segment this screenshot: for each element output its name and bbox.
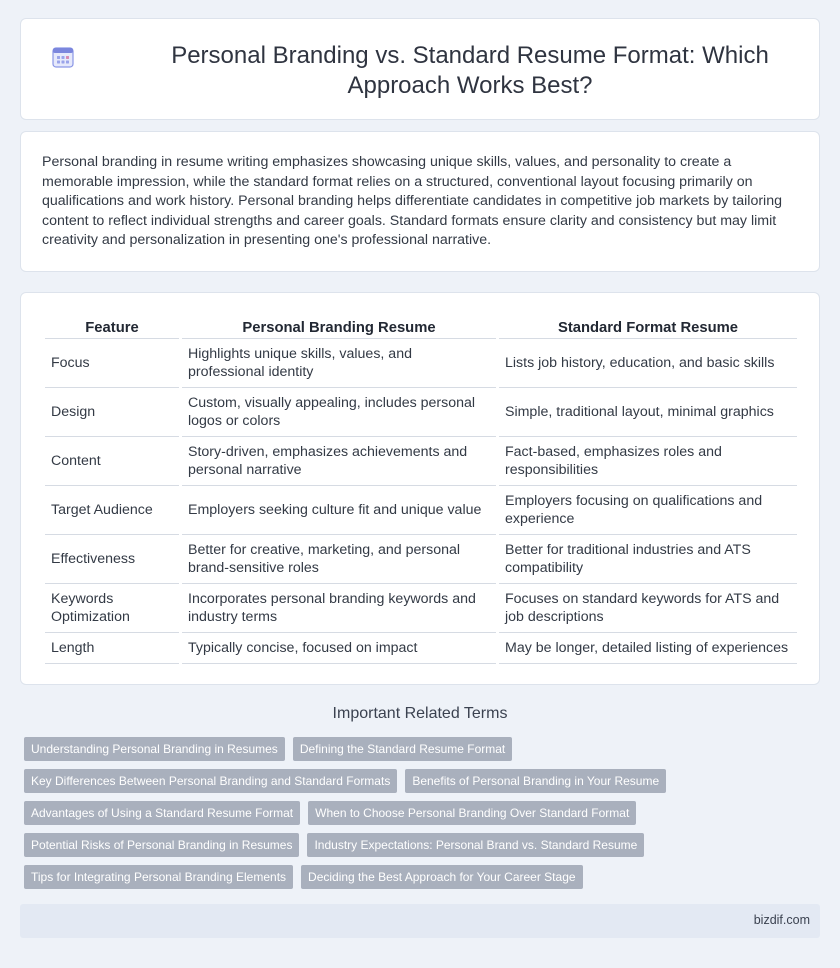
related-term-link[interactable]: Defining the Standard Resume Format: [293, 737, 512, 761]
feature-cell: Content: [45, 437, 179, 486]
related-term-link[interactable]: Industry Expectations: Personal Brand vs. Standard Resume: [307, 833, 644, 857]
calendar-icon: [50, 44, 76, 70]
comparison-table: [42, 311, 800, 664]
site-name[interactable]: bizdif.com: [753, 913, 810, 927]
tag-row: [24, 769, 824, 793]
comparison-table-card: [20, 292, 820, 685]
related-term-link[interactable]: Deciding the Best Approach for Your Career Stage: [301, 865, 583, 889]
feature-cell: Keywords Optimization: [45, 584, 179, 633]
feature-cell: Effectiveness: [45, 535, 179, 584]
related-term-link[interactable]: Key Differences Between Personal Branding and Standard Formats: [24, 769, 397, 793]
personal-branding-cell: Story-driven, emphasizes achievements and personal narrative: [182, 437, 496, 486]
table-row: [45, 437, 797, 486]
personal-branding-cell: Employers seeking culture fit and unique value: [182, 486, 496, 535]
personal-branding-cell: Typically concise, focused on impact: [182, 633, 496, 664]
related-term-link[interactable]: Advantages of Using a Standard Resume Format: [24, 801, 300, 825]
related-term-link[interactable]: Understanding Personal Branding in Resumes: [24, 737, 285, 761]
related-term-link[interactable]: Tips for Integrating Personal Branding Elements: [24, 865, 293, 889]
table-row: [45, 339, 797, 388]
footer: [20, 904, 820, 938]
tag-row: [24, 737, 824, 761]
page-title: Personal Branding vs. Standard Resume Format: Which Approach Works Best?: [171, 42, 769, 99]
standard-format-cell: Focuses on standard keywords for ATS and job descriptions: [499, 584, 797, 633]
intro-card: [20, 131, 820, 272]
tag-row: [24, 801, 824, 825]
table-row: [45, 584, 797, 633]
feature-cell: Focus: [45, 339, 179, 388]
standard-format-cell: Simple, traditional layout, minimal graphics: [499, 388, 797, 437]
standard-format-cell: Fact-based, emphasizes roles and responsibilities: [499, 437, 797, 486]
feature-cell: Length: [45, 633, 179, 664]
personal-branding-cell: Custom, visually appealing, includes personal logos or colors: [182, 388, 496, 437]
table-row: [45, 388, 797, 437]
personal-branding-cell: Better for creative, marketing, and personal brand-sensitive roles: [182, 535, 496, 584]
personal-branding-cell: Incorporates personal branding keywords and industry terms: [182, 584, 496, 633]
column-header-personal-branding: Personal Branding Resume: [182, 311, 496, 339]
standard-format-cell: Employers focusing on qualifications and experience: [499, 486, 797, 535]
related-terms-list: [24, 737, 824, 897]
related-term-link[interactable]: Benefits of Personal Branding in Your Resume: [405, 769, 666, 793]
feature-cell: Target Audience: [45, 486, 179, 535]
related-term-link[interactable]: When to Choose Personal Branding Over Standard Format: [308, 801, 636, 825]
related-term-link[interactable]: Potential Risks of Personal Branding in Resumes: [24, 833, 299, 857]
column-header-feature: Feature: [45, 311, 179, 339]
standard-format-cell: May be longer, detailed listing of experiences: [499, 633, 797, 664]
table-row: [45, 633, 797, 664]
standard-format-cell: Lists job history, education, and basic skills: [499, 339, 797, 388]
intro-paragraph: Personal branding in resume writing emphasizes showcasing unique skills, values, and personality to create a memorable impression, while the standard format relies on a structured, conventional layout focusing primarily on qualifications and work history. Personal branding helps differentiate candidates in competitive job markets by tailoring content to reflect individual strengths and career goals. Standard formats ensure clarity and consistency but may limit creativity and personalization in presenting one's professional narrative.: [42, 154, 782, 249]
column-header-standard-format: Standard Format Resume: [499, 311, 797, 339]
personal-branding-cell: Highlights unique skills, values, and professional identity: [182, 339, 496, 388]
table-row: [45, 535, 797, 584]
table-row: [45, 486, 797, 535]
feature-cell: Design: [45, 388, 179, 437]
table-header-row: [45, 311, 797, 339]
header-card: [20, 18, 820, 120]
related-terms-heading: Important Related Terms: [332, 705, 508, 722]
tag-row: [24, 865, 824, 889]
standard-format-cell: Better for traditional industries and ATS compatibility: [499, 535, 797, 584]
tag-row: [24, 833, 824, 857]
